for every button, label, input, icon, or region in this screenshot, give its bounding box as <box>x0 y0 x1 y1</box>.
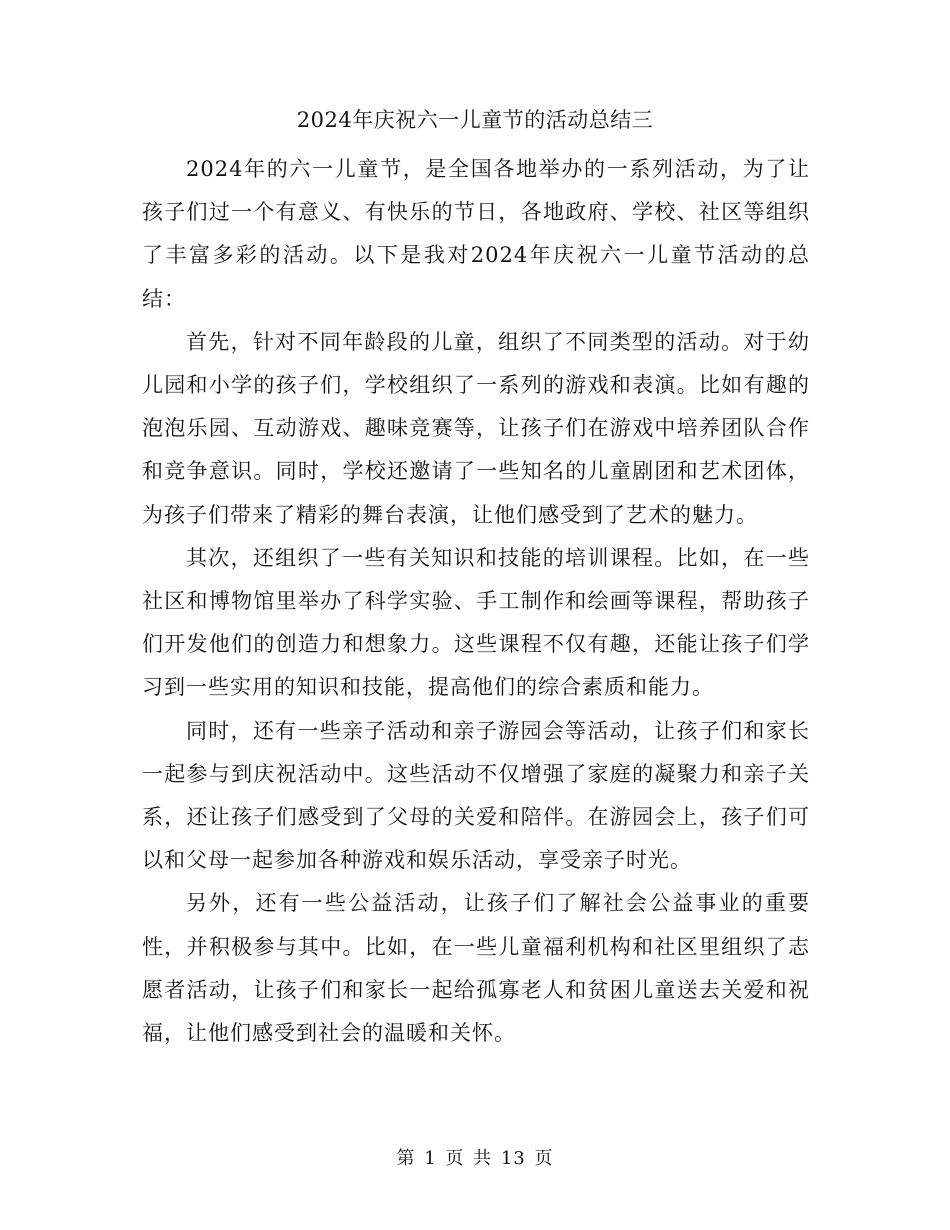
page-footer: 第 1 页 共 13 页 <box>396 1148 554 1169</box>
document-title: 2024年庆祝六一儿童节的活动总结三 <box>296 108 654 132</box>
document-body <box>142 148 810 1055</box>
paragraph-second: 其次，还组织了一些有关知识和技能的培训课程。比如，在一些社区和博物馆里举办了科学实验、手工制作和绘画等课程，帮助孩子们开发他们的创造力和想象力。这些课程不仅有趣，还能让孩子们学习到一些实用的知识和技能，提高他们的综合素质和能力。 <box>142 545 810 700</box>
paragraph-first: 首先，针对不同年龄段的儿童，组织了不同类型的活动。对于幼儿园和小学的孩子们，学校组织了一系列的游戏和表演。比如有趣的泡泡乐园、互动游戏、趣味竞赛等，让孩子们在游戏中培养团队合作和竞争意识。同时，学校还邀请了一些知名的儿童剧团和艺术团体，为孩子们带来了精彩的舞台表演，让他们感受到了艺术的魅力。 <box>142 329 810 527</box>
paragraph-public-welfare: 另外，还有一些公益活动，让孩子们了解社会公益事业的重要性，并积极参与其中。比如，在一些儿童福利机构和社区里组织了志愿者活动，让孩子们和家长一起给孤寡老人和贫困儿童送去关爱和祝福，让他们感受到社会的温暖和关怀。 <box>142 891 810 1046</box>
paragraph-parent-child: 同时，还有一些亲子活动和亲子游园会等活动，让孩子们和家长一起参与到庆祝活动中。这些活动不仅增强了家庭的凝聚力和亲子关系，还让孩子们感受到了父母的关爱和陪伴。在游园会上，孩子们可以和父母一起参加各种游戏和娱乐活动，享受亲子时光。 <box>142 718 810 873</box>
paragraph-intro: 2024年的六一儿童节，是全国各地举办的一系列活动，为了让孩子们过一个有意义、有快乐的节日，各地政府、学校、社区等组织了丰富多彩的活动。以下是我对2024年庆祝六一儿童节活动的总结： <box>142 157 810 311</box>
